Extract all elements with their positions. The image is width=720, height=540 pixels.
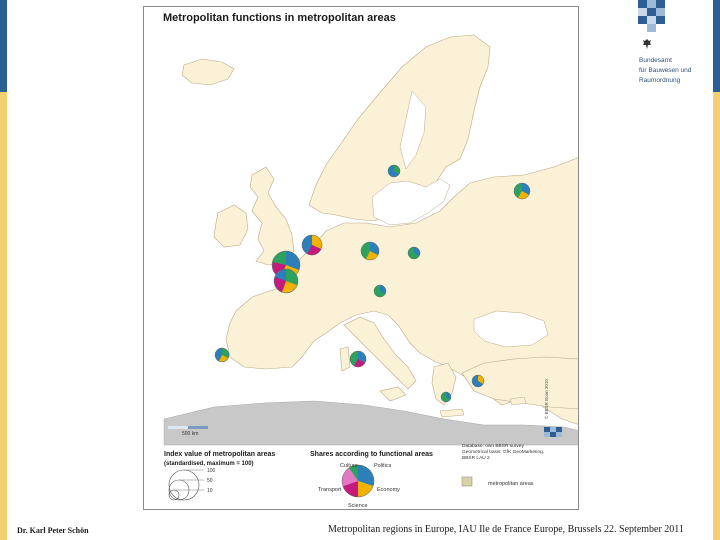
source-line-2: Geometrical basis: GfK GeoMarketing, [462,450,545,455]
bbsr-mini-logo-icon [544,427,562,437]
institute-name-line-2: für Bauwesen und [639,67,692,74]
metro-symbol-stockholm [388,165,400,177]
metro-symbol-vienna [374,285,386,297]
footer-event: Metropolitan regions in Europe, IAU Ile de France Europe, Brussels 22. September 2011 [328,524,684,535]
metro-area-legend-label: metropolitan areas [488,481,534,487]
footer-author: Dr. Karl Peter Schön [17,526,89,535]
legend-label-transport: Transport [318,487,342,493]
europe-map [144,7,579,510]
source-line-1: Database: own BBSR survey [462,444,524,449]
legend-index-subtitle: (standardised, maximum = 100) [164,461,254,467]
legend-label-science: Science [348,503,368,509]
legend-index-title: Index value of metropolitan areas [164,451,276,458]
institute-name-line-3: Raumordnung [639,77,681,84]
metro-symbol-warsaw [408,247,420,259]
legend-label-politics: Politics [374,463,392,469]
map-copyright: © BBSR Bonn 2010 [544,379,549,419]
legend-shares-pie [342,465,374,497]
land-sardinia [340,347,350,371]
source-line-3: BBSR LAU 2 [462,456,490,461]
metro-area-swatch [462,477,472,486]
legend-label-economy: Economy [377,487,400,493]
institute-name-line-1: Bundesamt [639,57,672,64]
legend-shares-title: Shares according to functional areas [310,451,433,458]
metro-symbol-rome [350,351,366,367]
metro-symbol-istanbul [472,375,484,387]
metro-symbol-brussels [302,235,322,255]
scale-bar-label: 500 km [182,431,199,437]
institute-name [639,56,691,86]
left-decorative-stripe [0,0,7,540]
map-figure [143,6,579,510]
metro-symbol-berlin [361,242,379,260]
metro-symbol-madrid [215,348,229,362]
legend-index-value-10: 10 [207,488,213,494]
federal-eagle-icon [642,38,652,50]
legend-index-value-50: 50 [207,478,213,484]
metro-symbol-athens [441,392,451,402]
metro-symbol-paris [274,269,298,293]
institute-logo-icon [638,0,666,32]
legend-label-culture: Culture [340,463,358,469]
legend-index-value-100: 100 [207,468,216,474]
right-decorative-stripe [713,0,720,540]
map-title: Metropolitan functions in metropolitan areas [163,12,396,24]
metro-symbol-moscow [514,183,530,199]
